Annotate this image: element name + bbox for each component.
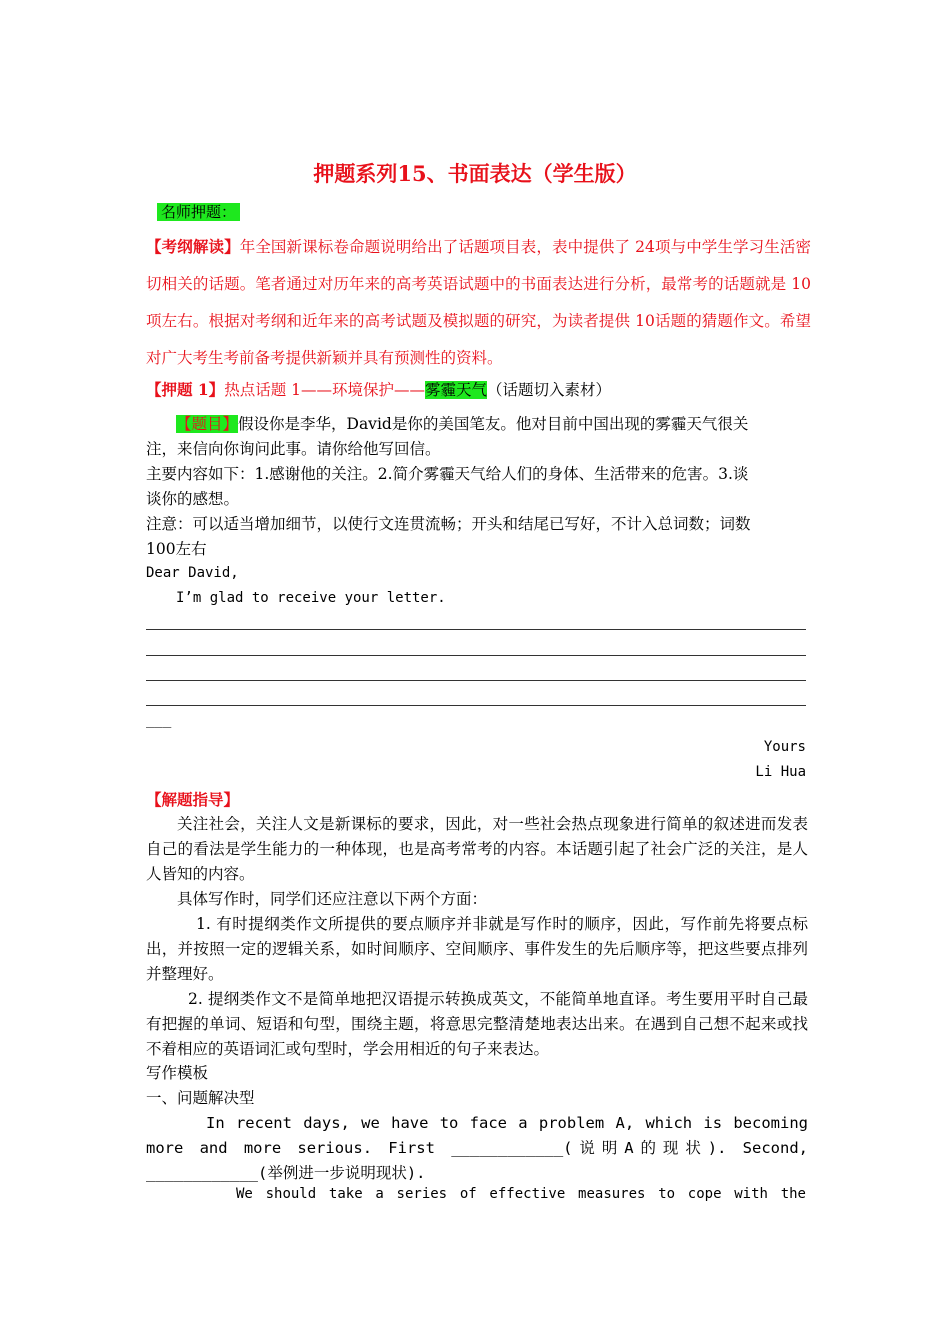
guide-paragraph-3: 1. 有时提纲类作文所提供的要点顺序并非就是写作时的顺序，因此，写作前先将要点标出，并按照一定的逻辑关系，如时间顺序、空间顺序、事件发生的先后顺序等，把这些要点排列并整理好。	[146, 915, 808, 983]
guide-paragraph-1: 关注社会，关注人文是新课标的要求，因此，对一些社会热点现象进行简单的叙述进而发表自己的看法是学生能力的一种体现，也是高考常考的内容。本话题引起了社会广泛的关注，是人人皆知的内容。	[146, 815, 808, 883]
question-line1-text: 假设你是李华，David是你的美国笔友。他对目前中国出现的雾霾天气很关	[238, 415, 749, 433]
teacher-label	[157, 201, 240, 222]
note-line1: 注意：可以适当增加细节，以使行文连贯流畅；开头和结尾已写好，不计入总词数；词数	[146, 515, 751, 533]
note-line2: 100左右	[146, 540, 207, 558]
question-line2: 注，来信向你询问此事。请你给他写回信。	[146, 440, 441, 458]
topic1-text-b: （话题切入素材）	[487, 381, 612, 399]
answer-line	[146, 680, 806, 681]
teacher-label-text: 名师押题：	[157, 203, 240, 221]
answer-line	[146, 705, 806, 706]
exam-interpretation	[146, 228, 811, 377]
letter-greeting: Dear David,	[146, 565, 239, 581]
topic1-label: 【押题 1】	[146, 380, 225, 399]
template-heading: 写作模板	[146, 1064, 209, 1082]
guide-paragraph-2: 具体写作时，同学们还应注意以下两个方面：	[177, 890, 488, 908]
answer-line-tail: ___	[146, 712, 172, 728]
template-paragraph-1: In recent days, we have to face a problem A, which is becoming more and more serious. First ____________(说明A的现状). Second, ____________(举例进一步说明现状).	[146, 1114, 808, 1182]
topic1-highlight: 雾霾天气	[424, 381, 487, 399]
letter-opening: I’m glad to receive your letter.	[176, 590, 446, 606]
topic1-heading	[146, 378, 611, 402]
interp-text: 年全国新课标卷命题说明给出了话题项目表，表中提供了 24项与中学生学习生活密切相关的话题。笔者通过对历年来的高考英语试题中的书面表达进行分析，最常考的话题就是 10项左右。根据对考纲和近年来的高考试题及模拟题的研究，为读者提供 10话题的猜题作文。希望对广大考生考前备考提供新颖并具有预测性的资料。	[146, 238, 811, 367]
answer-line	[146, 629, 806, 630]
guide-paragraph-4: 2. 提纲类作文不是简单地把汉语提示转换成英文，不能简单地直译。考生要用平时自己最有把握的单词、短语和句型，围绕主题，将意思完整清楚地表达出来。在遇到自己想不起来或找不着相应的英语词汇或句型时，学会用相近的句子来表达。	[146, 990, 808, 1058]
question-line1	[176, 412, 748, 436]
letter-signature: Li Hua	[755, 764, 806, 780]
content-line2: 谈你的感想。	[146, 490, 240, 508]
template-paragraph-2: We should take a series of effective measures to cope with the	[236, 1186, 806, 1202]
question-label: 【题目】	[176, 415, 239, 433]
letter-closing: Yours	[763, 739, 806, 755]
interp-label: 【考纲解读】	[146, 237, 240, 256]
answer-line	[146, 655, 806, 656]
template-type1: 一、问题解决型	[146, 1089, 255, 1107]
guide-label: 【解题指导】	[146, 790, 240, 809]
topic1-text-a: 热点话题 1——环境保护——	[224, 381, 425, 399]
page-title: 押题系列15、书面表达（学生版）	[313, 161, 637, 186]
content-line1: 主要内容如下：1.感谢他的关注。2.简介雾霾天气给人们的身体、生活带来的危害。3.谈	[146, 465, 749, 483]
